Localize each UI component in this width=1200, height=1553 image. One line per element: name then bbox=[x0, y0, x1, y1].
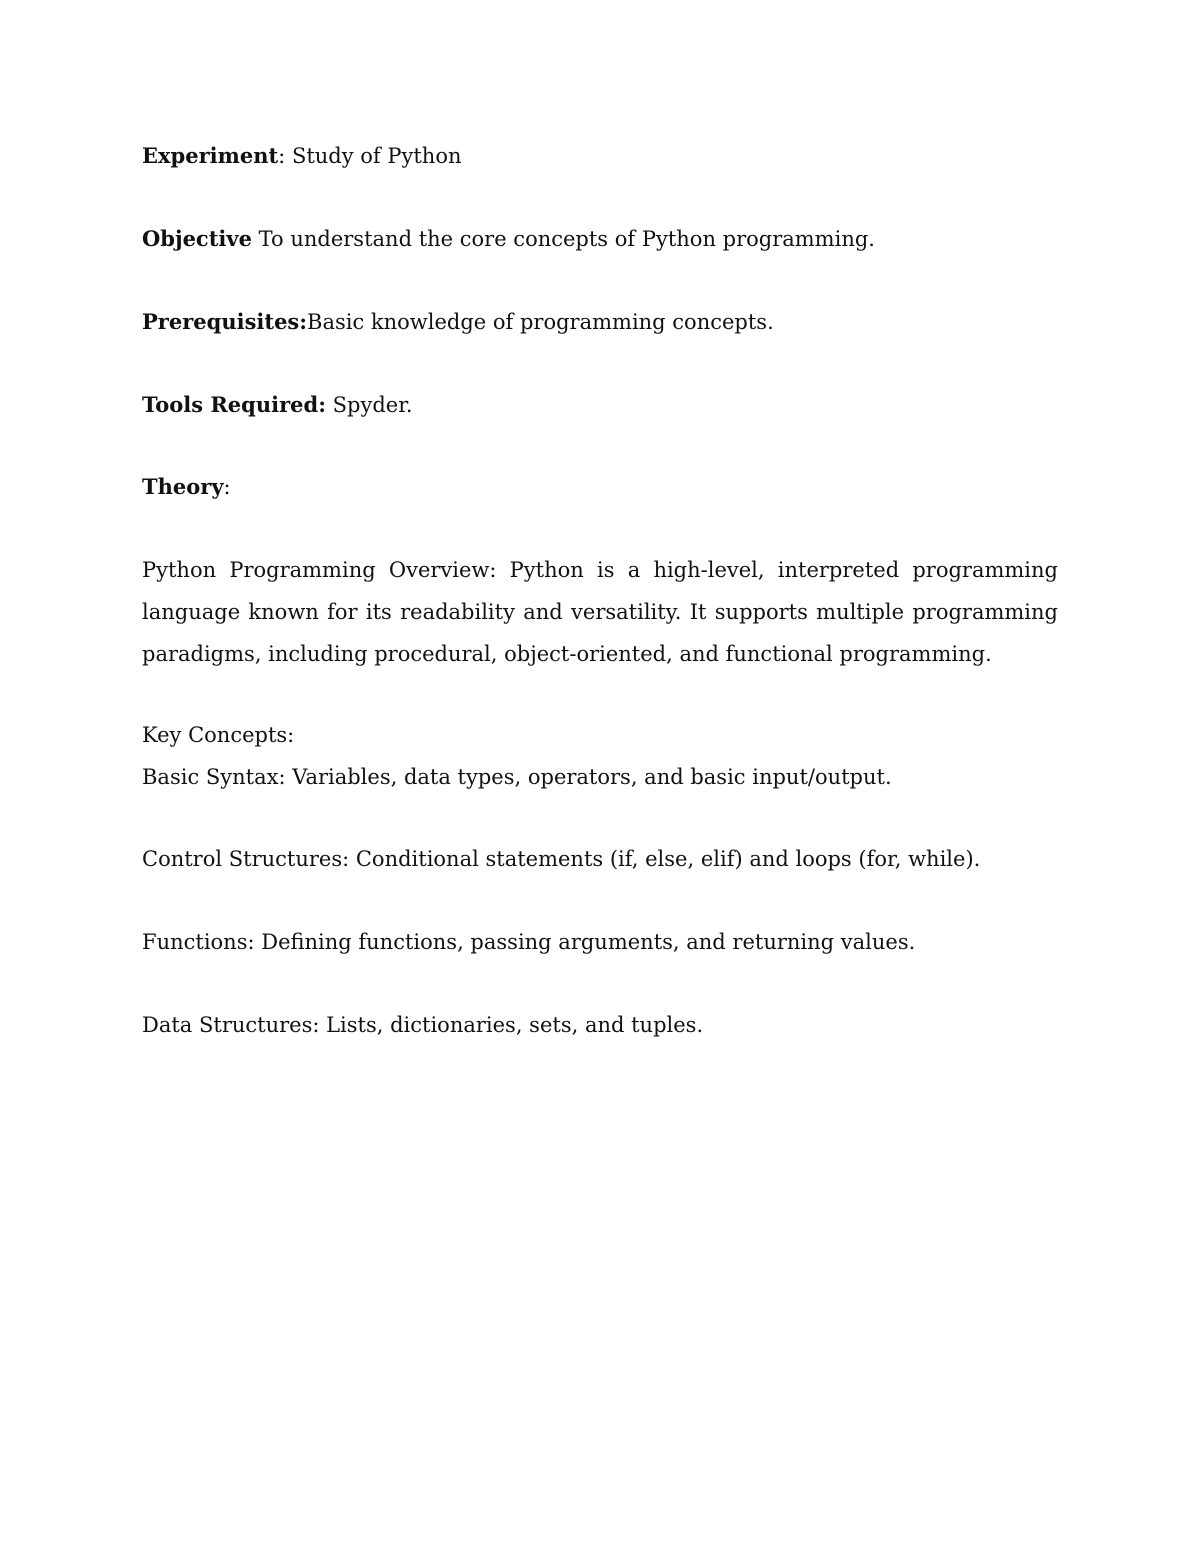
tools-line bbox=[142, 391, 413, 419]
key-concept-control-structures: Control Structures: Conditional statements (if, else, elif) and loops (for, while). bbox=[142, 847, 981, 871]
key-concept-data-structures: Data Structures: Lists, dictionaries, sets, and tuples. bbox=[142, 1013, 704, 1037]
objective-label: Objective bbox=[142, 226, 252, 251]
document-page bbox=[142, 0, 1060, 1553]
key-concept-basic-syntax: Basic Syntax: Variables, data types, operators, and basic input/output. bbox=[142, 765, 892, 789]
objective-line bbox=[142, 225, 875, 253]
theory-separator: : bbox=[223, 475, 231, 499]
experiment-separator: : bbox=[278, 144, 292, 168]
prerequisites-value: Basic knowledge of programming concepts. bbox=[307, 310, 774, 334]
theory-heading bbox=[142, 473, 231, 501]
tools-label: Tools Required: bbox=[142, 392, 326, 417]
overview-paragraph: Python Programming Overview: Python is a high-level, interpreted programming language known for its readability and versatility. It supports multiple programming paradigms, including procedural, object-oriented, and functional programming. bbox=[142, 558, 1058, 666]
prerequisites-line bbox=[142, 308, 774, 336]
theory-label: Theory bbox=[142, 474, 224, 499]
tools-separator bbox=[326, 393, 333, 417]
prerequisites-label: Prerequisites: bbox=[142, 309, 308, 334]
objective-value: To understand the core concepts of Python programming. bbox=[258, 227, 875, 251]
experiment-line bbox=[142, 142, 462, 170]
experiment-label: Experiment bbox=[142, 143, 279, 168]
tools-value: Spyder. bbox=[332, 393, 413, 417]
objective-separator bbox=[252, 227, 259, 251]
key-concepts-heading: Key Concepts: bbox=[142, 723, 295, 747]
key-concept-functions: Functions: Defining functions, passing arguments, and returning values. bbox=[142, 930, 916, 954]
experiment-value: Study of Python bbox=[291, 144, 462, 168]
